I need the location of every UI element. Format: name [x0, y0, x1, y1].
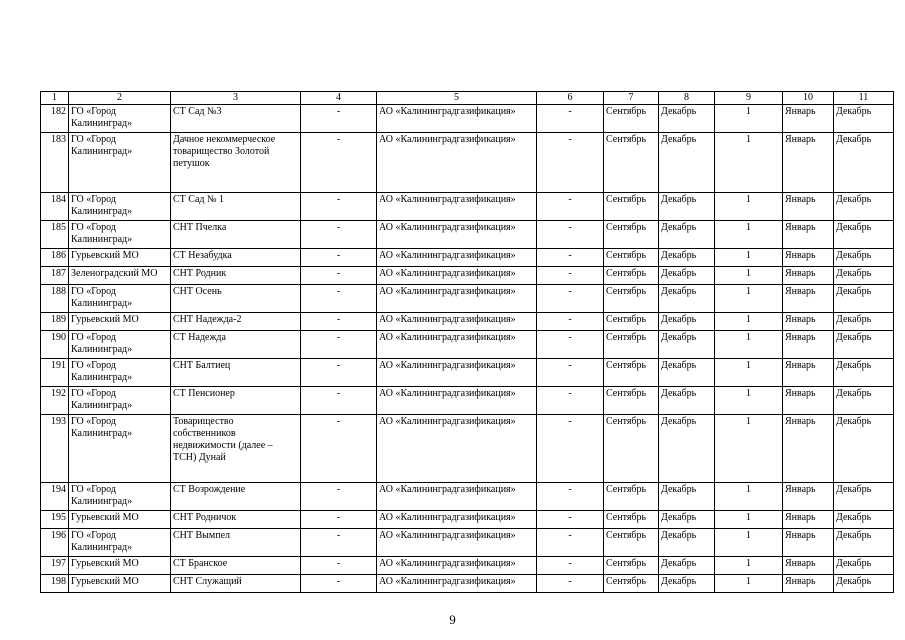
- period-start-cell: Январь: [783, 557, 834, 575]
- column-9-cell: 1: [715, 193, 783, 221]
- column-4-cell: -: [301, 511, 377, 529]
- municipality-cell: ГО «Город Калининград»: [69, 331, 171, 359]
- period-end-cell: Декабрь: [834, 415, 894, 483]
- period-end-cell: Декабрь: [834, 193, 894, 221]
- column-header: 8: [659, 92, 715, 105]
- period-start-cell: Январь: [783, 359, 834, 387]
- column-6-cell: -: [537, 313, 604, 331]
- period-end-cell: Декабрь: [834, 267, 894, 285]
- column-header: 3: [171, 92, 301, 105]
- start-month-cell: Сентябрь: [604, 313, 659, 331]
- column-9-cell: 1: [715, 267, 783, 285]
- end-month-cell: Декабрь: [659, 529, 715, 557]
- column-9-cell: 1: [715, 511, 783, 529]
- page-number: 9: [449, 612, 456, 627]
- column-6-cell: -: [537, 483, 604, 511]
- column-9-cell: 1: [715, 221, 783, 249]
- column-header: 1: [41, 92, 69, 105]
- object-name-cell: СТ Сад №3: [171, 105, 301, 133]
- period-start-cell: Январь: [783, 267, 834, 285]
- table-row: [41, 387, 894, 415]
- row-number: 182: [41, 105, 69, 133]
- end-month-cell: Декабрь: [659, 249, 715, 267]
- column-6-cell: -: [537, 387, 604, 415]
- table-row: [41, 483, 894, 511]
- column-6-cell: -: [537, 193, 604, 221]
- period-end-cell: Декабрь: [834, 575, 894, 593]
- column-9-cell: 1: [715, 483, 783, 511]
- object-name-cell: СТ Возрождение: [171, 483, 301, 511]
- organization-cell: АО «Калининградгазификация»: [377, 267, 537, 285]
- column-9-cell: 1: [715, 529, 783, 557]
- start-month-cell: Сентябрь: [604, 249, 659, 267]
- table-row: [41, 575, 894, 593]
- municipality-cell: ГО «Город Калининград»: [69, 359, 171, 387]
- column-header: 5: [377, 92, 537, 105]
- municipality-cell: ГО «Город Калининград»: [69, 105, 171, 133]
- column-6-cell: -: [537, 529, 604, 557]
- table-row: [41, 105, 894, 133]
- column-4-cell: -: [301, 575, 377, 593]
- column-4-cell: -: [301, 249, 377, 267]
- start-month-cell: Сентябрь: [604, 331, 659, 359]
- municipality-cell: Гурьевский МО: [69, 557, 171, 575]
- municipality-cell: ГО «Город Калининград»: [69, 193, 171, 221]
- column-6-cell: -: [537, 221, 604, 249]
- row-number: 189: [41, 313, 69, 331]
- column-header: 6: [537, 92, 604, 105]
- start-month-cell: Сентябрь: [604, 557, 659, 575]
- period-start-cell: Январь: [783, 221, 834, 249]
- municipality-cell: ГО «Город Калининград»: [69, 285, 171, 313]
- row-number: 192: [41, 387, 69, 415]
- organization-cell: АО «Калининградгазификация»: [377, 529, 537, 557]
- column-6-cell: -: [537, 249, 604, 267]
- end-month-cell: Декабрь: [659, 483, 715, 511]
- start-month-cell: Сентябрь: [604, 105, 659, 133]
- start-month-cell: Сентябрь: [604, 415, 659, 483]
- column-4-cell: -: [301, 267, 377, 285]
- period-end-cell: Декабрь: [834, 249, 894, 267]
- object-name-cell: СНТ Пчелка: [171, 221, 301, 249]
- table-row: [41, 313, 894, 331]
- end-month-cell: Декабрь: [659, 331, 715, 359]
- end-month-cell: Декабрь: [659, 415, 715, 483]
- object-name-cell: Товарищество собственников недвижимости (далее – ТСН) Дунай: [171, 415, 301, 483]
- period-end-cell: Декабрь: [834, 387, 894, 415]
- object-name-cell: СНТ Служащий: [171, 575, 301, 593]
- object-name-cell: СТ Пенсионер: [171, 387, 301, 415]
- column-4-cell: -: [301, 557, 377, 575]
- table-row: [41, 249, 894, 267]
- end-month-cell: Декабрь: [659, 105, 715, 133]
- table-row: [41, 267, 894, 285]
- column-4-cell: -: [301, 221, 377, 249]
- period-end-cell: Декабрь: [834, 483, 894, 511]
- object-name-cell: СНТ Вымпел: [171, 529, 301, 557]
- period-end-cell: Декабрь: [834, 221, 894, 249]
- column-6-cell: -: [537, 359, 604, 387]
- column-4-cell: -: [301, 105, 377, 133]
- end-month-cell: Декабрь: [659, 133, 715, 193]
- organization-cell: АО «Калининградгазификация»: [377, 483, 537, 511]
- period-end-cell: Декабрь: [834, 331, 894, 359]
- column-9-cell: 1: [715, 359, 783, 387]
- row-number: 195: [41, 511, 69, 529]
- table-row: [41, 511, 894, 529]
- period-start-cell: Январь: [783, 575, 834, 593]
- organization-cell: АО «Калининградгазификация»: [377, 285, 537, 313]
- period-end-cell: Декабрь: [834, 313, 894, 331]
- municipality-cell: ГО «Город Калининград»: [69, 415, 171, 483]
- column-header: 10: [783, 92, 834, 105]
- municipality-cell: ГО «Город Калининград»: [69, 483, 171, 511]
- period-start-cell: Январь: [783, 105, 834, 133]
- column-9-cell: 1: [715, 249, 783, 267]
- organization-cell: АО «Калининградгазификация»: [377, 359, 537, 387]
- column-4-cell: -: [301, 387, 377, 415]
- period-end-cell: Декабрь: [834, 105, 894, 133]
- column-9-cell: 1: [715, 285, 783, 313]
- table-row: [41, 359, 894, 387]
- municipality-cell: ГО «Город Калининград»: [69, 387, 171, 415]
- end-month-cell: Декабрь: [659, 267, 715, 285]
- end-month-cell: Декабрь: [659, 359, 715, 387]
- column-6-cell: -: [537, 267, 604, 285]
- start-month-cell: Сентябрь: [604, 483, 659, 511]
- column-header: 11: [834, 92, 894, 105]
- start-month-cell: Сентябрь: [604, 267, 659, 285]
- row-number: 186: [41, 249, 69, 267]
- period-end-cell: Декабрь: [834, 529, 894, 557]
- municipality-cell: ГО «Город Калининград»: [69, 221, 171, 249]
- start-month-cell: Сентябрь: [604, 133, 659, 193]
- column-4-cell: -: [301, 529, 377, 557]
- organization-cell: АО «Калининградгазификация»: [377, 313, 537, 331]
- object-name-cell: СНТ Родничок: [171, 511, 301, 529]
- column-4-cell: -: [301, 415, 377, 483]
- column-6-cell: -: [537, 575, 604, 593]
- column-6-cell: -: [537, 511, 604, 529]
- start-month-cell: Сентябрь: [604, 285, 659, 313]
- object-name-cell: СТ Сад № 1: [171, 193, 301, 221]
- column-9-cell: 1: [715, 387, 783, 415]
- table-row: [41, 331, 894, 359]
- row-number: 188: [41, 285, 69, 313]
- municipality-cell: Зеленоградский МО: [69, 267, 171, 285]
- organization-cell: АО «Калининградгазификация»: [377, 249, 537, 267]
- period-end-cell: Декабрь: [834, 557, 894, 575]
- row-number: 185: [41, 221, 69, 249]
- organization-cell: АО «Калининградгазификация»: [377, 331, 537, 359]
- end-month-cell: Декабрь: [659, 387, 715, 415]
- organization-cell: АО «Калининградгазификация»: [377, 557, 537, 575]
- column-6-cell: -: [537, 415, 604, 483]
- column-6-cell: -: [537, 331, 604, 359]
- row-number: 193: [41, 415, 69, 483]
- organization-cell: АО «Калининградгазификация»: [377, 575, 537, 593]
- column-4-cell: -: [301, 193, 377, 221]
- municipality-cell: Гурьевский МО: [69, 575, 171, 593]
- period-start-cell: Январь: [783, 331, 834, 359]
- column-4-cell: -: [301, 313, 377, 331]
- row-number: 184: [41, 193, 69, 221]
- end-month-cell: Декабрь: [659, 575, 715, 593]
- column-9-cell: 1: [715, 415, 783, 483]
- column-4-cell: -: [301, 133, 377, 193]
- organization-cell: АО «Калининградгазификация»: [377, 511, 537, 529]
- municipality-cell: ГО «Город Калининград»: [69, 529, 171, 557]
- row-number: 196: [41, 529, 69, 557]
- column-6-cell: -: [537, 133, 604, 193]
- end-month-cell: Декабрь: [659, 285, 715, 313]
- row-number: 187: [41, 267, 69, 285]
- period-start-cell: Январь: [783, 193, 834, 221]
- period-start-cell: Январь: [783, 511, 834, 529]
- organization-cell: АО «Калининградгазификация»: [377, 387, 537, 415]
- column-4-cell: -: [301, 285, 377, 313]
- start-month-cell: Сентябрь: [604, 575, 659, 593]
- row-number: 191: [41, 359, 69, 387]
- period-start-cell: Январь: [783, 133, 834, 193]
- period-end-cell: Декабрь: [834, 511, 894, 529]
- column-6-cell: -: [537, 285, 604, 313]
- column-6-cell: -: [537, 557, 604, 575]
- end-month-cell: Декабрь: [659, 313, 715, 331]
- column-header: 4: [301, 92, 377, 105]
- table-row: [41, 557, 894, 575]
- period-start-cell: Январь: [783, 415, 834, 483]
- object-name-cell: СТ Надежда: [171, 331, 301, 359]
- period-start-cell: Январь: [783, 285, 834, 313]
- header-row: [41, 92, 894, 105]
- municipality-cell: Гурьевский МО: [69, 511, 171, 529]
- row-number: 197: [41, 557, 69, 575]
- object-name-cell: СНТ Балтиец: [171, 359, 301, 387]
- column-4-cell: -: [301, 483, 377, 511]
- period-start-cell: Январь: [783, 483, 834, 511]
- start-month-cell: Сентябрь: [604, 387, 659, 415]
- column-header: 9: [715, 92, 783, 105]
- column-6-cell: -: [537, 105, 604, 133]
- municipality-cell: Гурьевский МО: [69, 249, 171, 267]
- period-start-cell: Январь: [783, 313, 834, 331]
- organization-cell: АО «Калининградгазификация»: [377, 415, 537, 483]
- start-month-cell: Сентябрь: [604, 193, 659, 221]
- start-month-cell: Сентябрь: [604, 529, 659, 557]
- object-name-cell: Дачное некоммерческое товарищество Золотой петушок: [171, 133, 301, 193]
- period-end-cell: Декабрь: [834, 285, 894, 313]
- table-row: [41, 133, 894, 193]
- period-start-cell: Январь: [783, 529, 834, 557]
- table-row: [41, 221, 894, 249]
- table-body: [41, 105, 894, 593]
- period-start-cell: Январь: [783, 387, 834, 415]
- column-9-cell: 1: [715, 557, 783, 575]
- column-9-cell: 1: [715, 133, 783, 193]
- row-number: 194: [41, 483, 69, 511]
- period-end-cell: Декабрь: [834, 359, 894, 387]
- end-month-cell: Декабрь: [659, 221, 715, 249]
- column-4-cell: -: [301, 331, 377, 359]
- object-name-cell: СТ Незабудка: [171, 249, 301, 267]
- object-name-cell: СНТ Родник: [171, 267, 301, 285]
- column-header: 7: [604, 92, 659, 105]
- column-header: 2: [69, 92, 171, 105]
- municipality-cell: ГО «Город Калининград»: [69, 133, 171, 193]
- column-9-cell: 1: [715, 313, 783, 331]
- object-name-cell: СНТ Надежда-2: [171, 313, 301, 331]
- column-9-cell: 1: [715, 575, 783, 593]
- organization-cell: АО «Калининградгазификация»: [377, 193, 537, 221]
- period-start-cell: Январь: [783, 249, 834, 267]
- column-9-cell: 1: [715, 331, 783, 359]
- municipality-cell: Гурьевский МО: [69, 313, 171, 331]
- column-4-cell: -: [301, 359, 377, 387]
- row-number: 198: [41, 575, 69, 593]
- organization-cell: АО «Калининградгазификация»: [377, 105, 537, 133]
- end-month-cell: Декабрь: [659, 193, 715, 221]
- organization-cell: АО «Калининградгазификация»: [377, 221, 537, 249]
- organization-cell: АО «Калининградгазификация»: [377, 133, 537, 193]
- column-9-cell: 1: [715, 105, 783, 133]
- row-number: 190: [41, 331, 69, 359]
- row-number: 183: [41, 133, 69, 193]
- object-name-cell: СНТ Осень: [171, 285, 301, 313]
- start-month-cell: Сентябрь: [604, 221, 659, 249]
- object-name-cell: СТ Бранское: [171, 557, 301, 575]
- period-end-cell: Декабрь: [834, 133, 894, 193]
- end-month-cell: Декабрь: [659, 557, 715, 575]
- start-month-cell: Сентябрь: [604, 511, 659, 529]
- end-month-cell: Декабрь: [659, 511, 715, 529]
- schedule-table: [40, 91, 894, 593]
- table-row: [41, 415, 894, 483]
- table-row: [41, 529, 894, 557]
- table-row: [41, 193, 894, 221]
- table-row: [41, 285, 894, 313]
- start-month-cell: Сентябрь: [604, 359, 659, 387]
